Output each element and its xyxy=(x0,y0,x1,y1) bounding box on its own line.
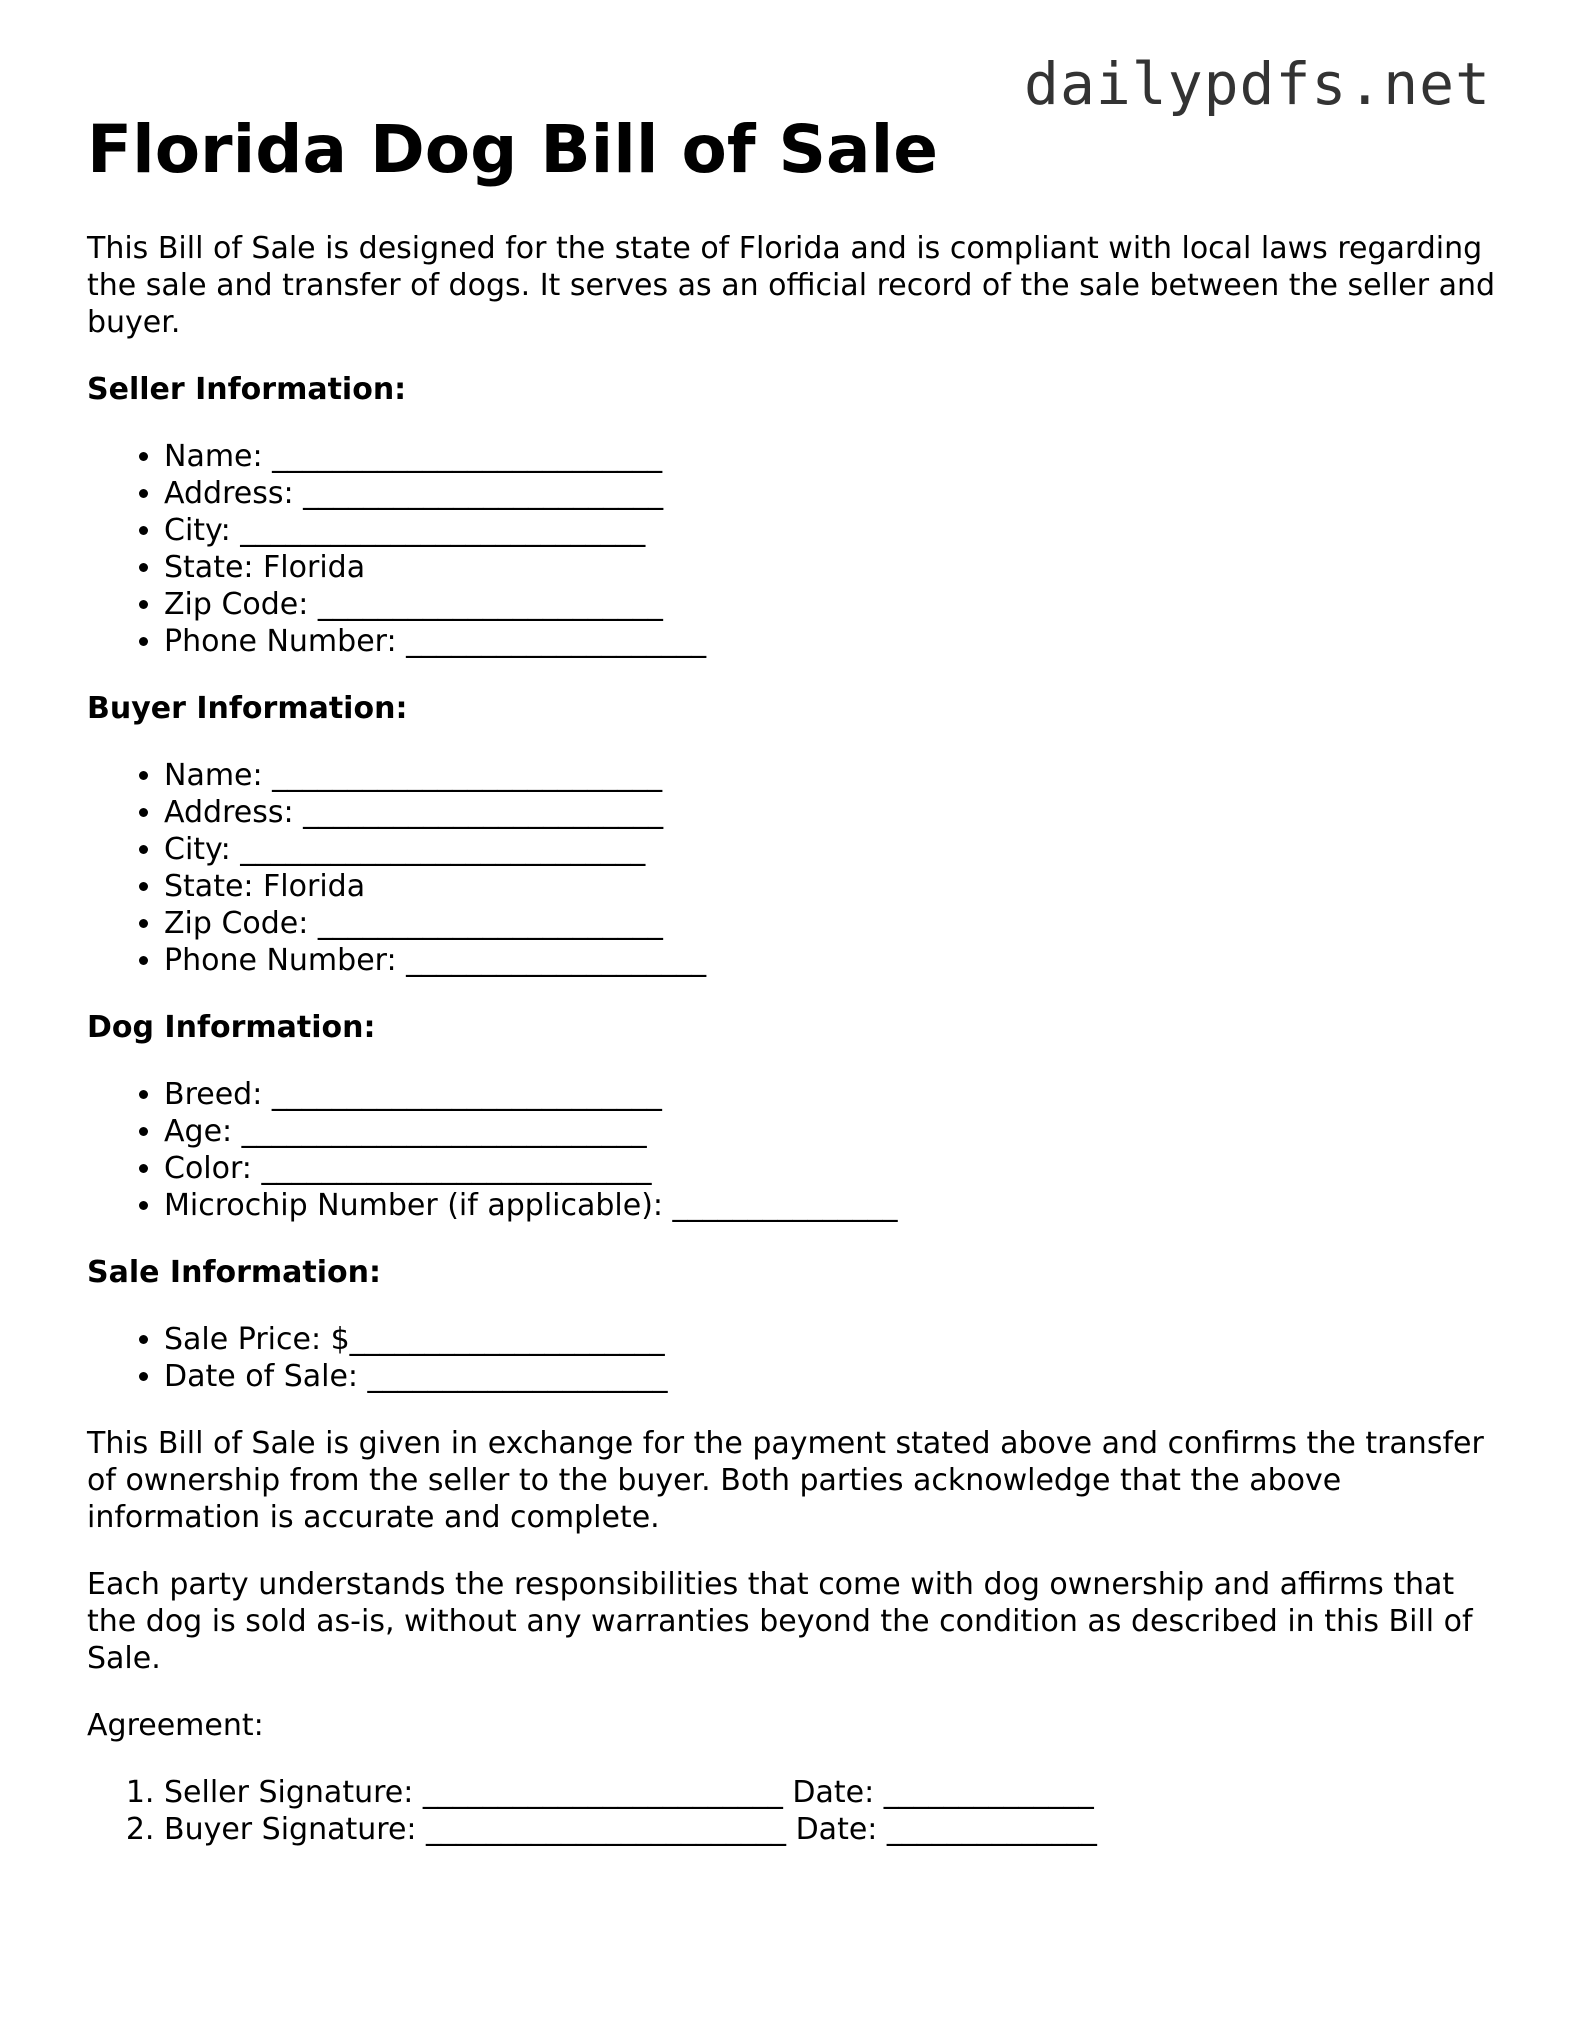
watermark: dailypdfs.net xyxy=(1024,50,1491,118)
dog-fields xyxy=(87,1076,1507,1224)
buyer-zip-field: • Zip Code: _______________________ xyxy=(164,905,1507,942)
seller-heading: Seller Information: xyxy=(87,372,407,407)
seller-zip-field: • Zip Code: _______________________ xyxy=(164,586,1507,623)
as-is-paragraph: Each party understands the responsibilities that come with dog ownership and affirms that the dog is sold as-is, without any warranties beyond the condition as described in this Bill of Sale. xyxy=(87,1567,1473,1676)
sale-heading: Sale Information: xyxy=(87,1255,381,1290)
buyer-signature-line: 2. Buyer Signature: ________________________ Date: ______________ xyxy=(164,1811,1507,1848)
dog-microchip-field: • Microchip Number (if applicable): _______________ xyxy=(164,1187,1507,1224)
buyer-name-field: • Name: __________________________ xyxy=(164,757,1507,794)
dog-color-field: • Color: __________________________ xyxy=(164,1150,1507,1187)
seller-phone-field: • Phone Number: ____________________ xyxy=(164,623,1507,660)
buyer-address-field: • Address: ________________________ xyxy=(164,794,1507,831)
transfer-paragraph: This Bill of Sale is given in exchange for the payment stated above and confirms the transfer of ownership from the seller to the buyer. Both parties acknowledge that the above information is accurate and complete. xyxy=(87,1426,1484,1535)
signature-list xyxy=(87,1774,1507,1848)
buyer-fields xyxy=(87,757,1507,979)
seller-address-field: • Address: ________________________ xyxy=(164,475,1507,512)
document-title: Florida Dog Bill of Sale xyxy=(87,111,938,188)
sale-fields xyxy=(87,1321,1507,1395)
sale-price-field: • Sale Price: $_____________________ xyxy=(164,1321,1507,1358)
seller-state-field: • State: Florida xyxy=(164,549,1507,586)
buyer-city-field: • City: ___________________________ xyxy=(164,831,1507,868)
seller-city-field: • City: ___________________________ xyxy=(164,512,1507,549)
dog-breed-field: • Breed: __________________________ xyxy=(164,1076,1507,1113)
buyer-heading: Buyer Information: xyxy=(87,691,408,726)
seller-fields xyxy=(87,438,1507,660)
seller-name-field: • Name: __________________________ xyxy=(164,438,1507,475)
buyer-state-field: • State: Florida xyxy=(164,868,1507,905)
agreement-label: Agreement: xyxy=(87,1708,264,1743)
sale-date-field: • Date of Sale: ____________________ xyxy=(164,1358,1507,1395)
dog-heading: Dog Information: xyxy=(87,1010,376,1045)
buyer-phone-field: • Phone Number: ____________________ xyxy=(164,942,1507,979)
seller-signature-line: 1. Seller Signature: ________________________ Date: ______________ xyxy=(164,1774,1507,1811)
document-body xyxy=(87,0,1507,1848)
dog-age-field: • Age: ___________________________ xyxy=(164,1113,1507,1150)
intro-paragraph: This Bill of Sale is designed for the state of Florida and is compliant with local laws regarding the sale and transfer of dogs. It serves as an official record of the sale between the seller and buyer. xyxy=(87,231,1496,340)
